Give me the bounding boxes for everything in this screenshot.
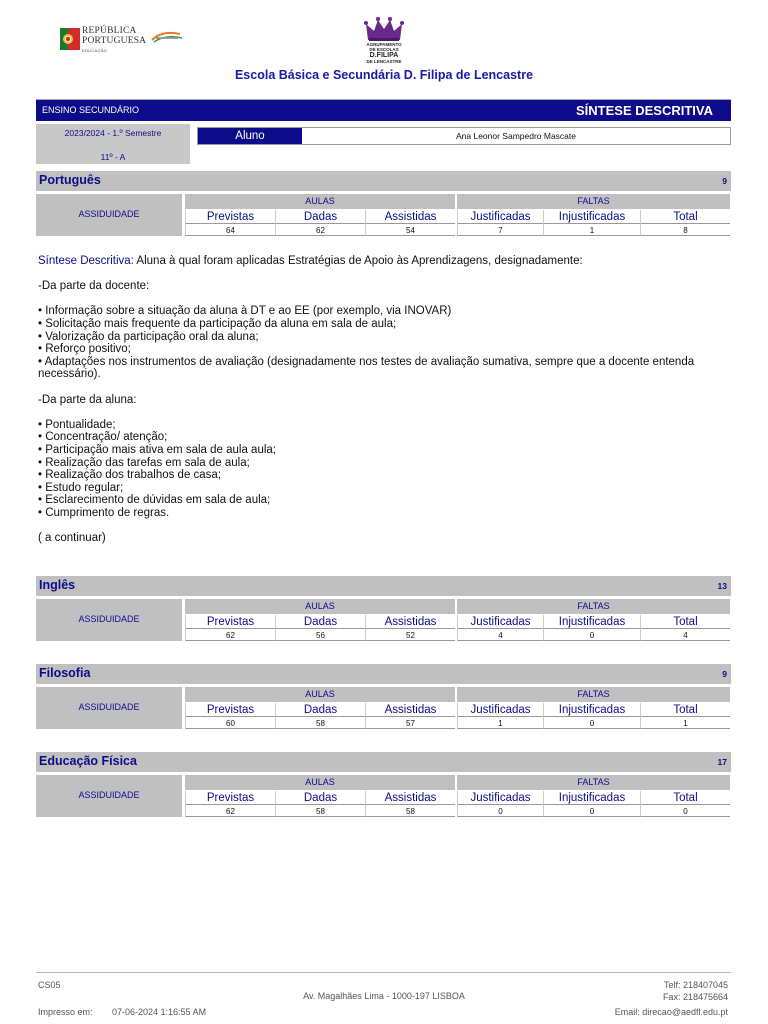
previstas-cell: Previstas 62 bbox=[185, 615, 275, 641]
sintese-descritiva-text bbox=[38, 255, 728, 545]
subject-name: Português bbox=[39, 173, 101, 187]
continuation-note: ( a continuar) bbox=[38, 532, 106, 545]
justificadas-cell: Justificadas 7 bbox=[457, 210, 543, 236]
subject-name: Filosofia bbox=[39, 666, 91, 680]
period-box bbox=[36, 124, 190, 164]
faltas-group-header: FALTAS bbox=[457, 194, 730, 209]
subject-name: Inglês bbox=[39, 578, 76, 592]
email-address: Email: direcao@aedfl.edu.pt bbox=[614, 1007, 728, 1017]
justificadas-cell: Justificadas 0 bbox=[457, 791, 543, 817]
student-name: Ana Leonor Sampedro Mascate bbox=[455, 131, 577, 141]
total-cell: Total 0 bbox=[640, 791, 730, 817]
subject-code: 9 bbox=[722, 176, 727, 186]
assistidas-cell: Assistidas 58 bbox=[365, 791, 455, 817]
previstas-cell: Previstas 62 bbox=[185, 791, 275, 817]
faltas-group-header: FALTAS bbox=[457, 775, 730, 790]
assiduidade-label: ASSIDUIDADE bbox=[36, 687, 182, 729]
assistidas-cell: Assistidas 52 bbox=[365, 615, 455, 641]
subject-name: Educação Física bbox=[39, 754, 137, 768]
assistidas-cell: Assistidas 54 bbox=[365, 210, 455, 236]
subject-code: 9 bbox=[722, 669, 727, 679]
attendance-table-portugues bbox=[36, 194, 731, 237]
faltas-group-header: FALTAS bbox=[457, 687, 730, 702]
level-label: ENSINO SECUNDÁRIO bbox=[42, 105, 140, 115]
list-item: • Adaptações nos instrumentos de avaliação (designadamente nos testes de avaliação sumativa, sempre que a docente entenda necessário). bbox=[38, 355, 698, 381]
aulas-group-header: AULAS bbox=[185, 687, 455, 702]
total-cell: Total 1 bbox=[640, 703, 730, 729]
list-item: • Pontualidade; bbox=[38, 418, 116, 431]
aulas-group-header: AULAS bbox=[185, 775, 455, 790]
subject-code: 17 bbox=[717, 757, 727, 767]
crown-logo-text: AGRUPAMENTO DE ESCOLAS D.FILIPA DE LENCASTRE bbox=[366, 42, 402, 64]
list-item: • Realização das tarefas em sala de aula; bbox=[38, 456, 250, 469]
attendance-table-filosofia bbox=[36, 687, 731, 730]
previstas-cell: Previstas 64 bbox=[185, 210, 275, 236]
list-item: • Esclarecimento de dúvidas em sala de aula; bbox=[38, 494, 271, 507]
list-item: • Informação sobre a situação da aluna à DT e ao EE (por exemplo, via INOVAR) bbox=[38, 305, 452, 318]
aulas-group-header: AULAS bbox=[185, 599, 455, 614]
total-cell: Total 4 bbox=[640, 615, 730, 641]
subject-code: 13 bbox=[717, 581, 727, 591]
total-cell: Total 8 bbox=[640, 210, 730, 236]
school-address: Av. Magalhães Lima - 1000-197 LISBOA bbox=[303, 991, 465, 1001]
school-name: Escola Básica e Secundária D. Filipa de Lencastre bbox=[234, 68, 534, 82]
gov-logo-text: REPÚBLICA PORTUGUESA bbox=[82, 26, 147, 46]
attendance-table-educacao-fisica bbox=[36, 775, 731, 818]
justificadas-cell: Justificadas 4 bbox=[457, 615, 543, 641]
gov-logo-subtitle: EDUCAÇÃO bbox=[82, 48, 108, 53]
dadas-cell: Dadas 56 bbox=[275, 615, 365, 641]
printed-label: Impresso em: bbox=[38, 1007, 93, 1017]
subject-header-educacao-fisica bbox=[36, 752, 731, 772]
list-item: • Reforço positivo; bbox=[38, 343, 131, 356]
injustificadas-cell: Injustificadas 0 bbox=[543, 791, 640, 817]
document-title: SÍNTESE DESCRITIVA bbox=[575, 103, 713, 118]
footer-divider bbox=[36, 972, 731, 973]
subject-header-filosofia bbox=[36, 664, 731, 684]
injustificadas-cell: Injustificadas 0 bbox=[543, 703, 640, 729]
dadas-cell: Dadas 58 bbox=[275, 703, 365, 729]
student-box bbox=[197, 127, 731, 145]
subject-header-ingles bbox=[36, 576, 731, 596]
list-item: • Concentração/ atenção; bbox=[38, 431, 168, 444]
portugal-flag-icon bbox=[60, 28, 80, 50]
dadas-cell: Dadas 58 bbox=[275, 791, 365, 817]
school-period: 2023/2024 - 1.º Semestre bbox=[64, 128, 162, 138]
assistidas-cell: Assistidas 57 bbox=[365, 703, 455, 729]
list-item: • Realização dos trabalhos de casa; bbox=[38, 469, 222, 482]
printed-date: 07-06-2024 1:16:55 AM bbox=[112, 1007, 207, 1017]
injustificadas-cell: Injustificadas 0 bbox=[543, 615, 640, 641]
attendance-table-ingles bbox=[36, 599, 731, 642]
student-label: Aluno bbox=[198, 128, 302, 144]
list-item: • Cumprimento de regras. bbox=[38, 506, 170, 519]
faltas-group-header: FALTAS bbox=[457, 599, 730, 614]
previstas-cell: Previstas 60 bbox=[185, 703, 275, 729]
fax-number: Fax: 218475664 bbox=[662, 992, 728, 1002]
document-code: CS05 bbox=[38, 980, 61, 990]
assiduidade-label: ASSIDUIDADE bbox=[36, 775, 182, 817]
program-logo-icon bbox=[150, 28, 184, 44]
subject-header-portugues bbox=[36, 171, 731, 191]
sintese-label: Síntese Descritiva: bbox=[38, 255, 134, 267]
section-header-bar bbox=[36, 99, 731, 121]
assiduidade-label: ASSIDUIDADE bbox=[36, 599, 182, 641]
list-item: • Valorização da participação oral da aluna; bbox=[38, 330, 259, 343]
aluna-heading: -Da parte da aluna: bbox=[38, 393, 137, 406]
aulas-group-header: AULAS bbox=[185, 194, 455, 209]
phone-number: Telf: 218407045 bbox=[663, 980, 728, 990]
list-item: • Solicitação mais frequente da participação da aluna em sala de aula; bbox=[38, 317, 397, 330]
class-label: 11º - A bbox=[100, 152, 126, 162]
docente-heading: -Da parte da docente: bbox=[38, 280, 150, 293]
sintese-intro: Aluna à qual foram aplicadas Estratégias de Apoio às Aprendizagens, designadamente: bbox=[133, 255, 583, 267]
dadas-cell: Dadas 62 bbox=[275, 210, 365, 236]
list-item: • Estudo regular; bbox=[38, 481, 124, 494]
justificadas-cell: Justificadas 1 bbox=[457, 703, 543, 729]
injustificadas-cell: Injustificadas 1 bbox=[543, 210, 640, 236]
list-item: • Participação mais ativa em sala de aula aula; bbox=[38, 443, 276, 456]
assiduidade-label: ASSIDUIDADE bbox=[36, 194, 182, 236]
